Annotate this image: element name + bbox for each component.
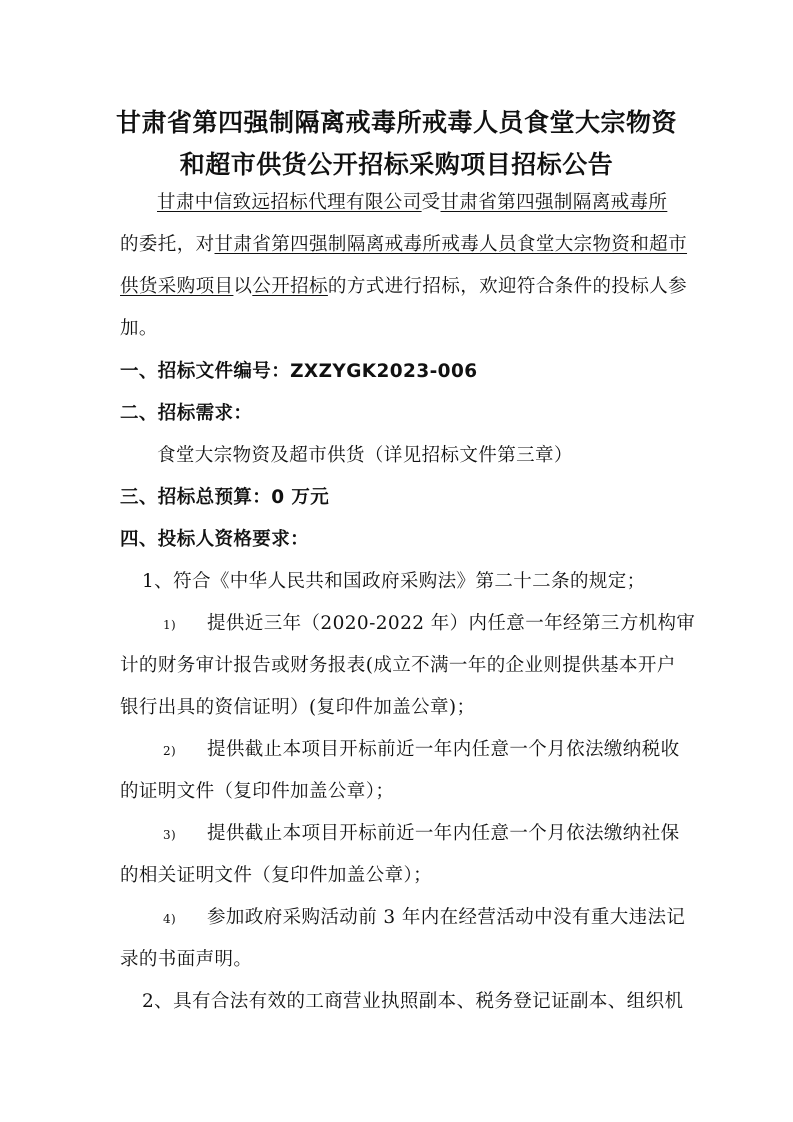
document-title-line-2: 和超市供货公开招标采购项目招标公告 — [179, 150, 614, 179]
intro-line-4: 加。 — [120, 318, 158, 339]
item-number: 2) — [163, 744, 177, 758]
requirement-item-4-line-2: 录的书面声明。 — [120, 949, 253, 970]
agency-name: 甘肃中信致远招标代理有限公司 — [157, 192, 422, 213]
intro-text-3: 以 — [233, 276, 253, 297]
section-3-heading: 三、招标总预算：0 万元 — [120, 487, 330, 508]
document-title-line-1: 甘肃省第四强制隔离戒毒所戒毒人员食堂大宗物资 — [115, 108, 677, 137]
requirement-item-1-line-2: 计的财务审计报告或财务报表(成立不满一年的企业则提供基本开户 — [120, 655, 676, 676]
intro-line-3 — [120, 272, 687, 298]
procurement-method: 公开招标 — [252, 276, 328, 297]
section-4-heading: 四、投标人资格要求： — [120, 529, 310, 550]
requirement-item-4-line-1 — [163, 903, 685, 929]
intro-line-2 — [120, 230, 687, 256]
requirement-item-1-line-1 — [163, 609, 695, 635]
item-number: 4) — [163, 912, 177, 926]
requirement-item-1-line-3: 银行出具的资信证明）(复印件加盖公章)； — [120, 697, 476, 718]
item-text: 提供截止本项目开标前近一年内任意一个月依法缴纳税收 — [207, 739, 680, 760]
requirement-2: 2、具有合法有效的工商营业执照副本、税务登记证副本、组织机 — [142, 991, 684, 1012]
intro-text-2: 的委托，对 — [120, 234, 215, 255]
requirement-item-3-line-1 — [163, 819, 680, 845]
item-number: 3) — [163, 828, 177, 842]
requirement-item-3-line-2: 的相关证明文件（复印件加盖公章）； — [120, 865, 433, 886]
requirement-item-2-line-1 — [163, 735, 680, 761]
project-name-part-1: 甘肃省第四强制隔离戒毒所戒毒人员食堂大宗物资和超市 — [214, 234, 688, 255]
item-number: 1) — [163, 618, 177, 632]
intro-text-1: 受 — [421, 192, 441, 213]
item-text: 参加政府采购活动前 3 年内在经营活动中没有重大违法记 — [207, 907, 686, 928]
section-2-heading: 二、招标需求： — [120, 403, 253, 424]
section-2-body: 食堂大宗物资及超市供货（详见招标文件第三章） — [157, 445, 573, 466]
requirement-item-2-line-2: 的证明文件（复印件加盖公章）； — [120, 781, 395, 802]
item-text: 提供截止本项目开标前近一年内任意一个月依法缴纳社保 — [207, 823, 680, 844]
project-name-part-2: 供货采购项目 — [120, 276, 234, 297]
intro-text-4: 的方式进行招标，欢迎符合条件的投标人参 — [327, 276, 688, 297]
section-1-heading: 一、招标文件编号：ZXZYGK2023-006 — [120, 361, 478, 382]
item-text: 提供近三年（2020-2022 年）内任意一年经第三方机构审 — [207, 613, 696, 634]
intro-line-1 — [157, 188, 667, 214]
purchaser-name: 甘肃省第四强制隔离戒毒所 — [440, 192, 668, 213]
requirement-1: 1、符合《中华人民共和国政府采购法》第二十二条的规定； — [142, 571, 646, 592]
